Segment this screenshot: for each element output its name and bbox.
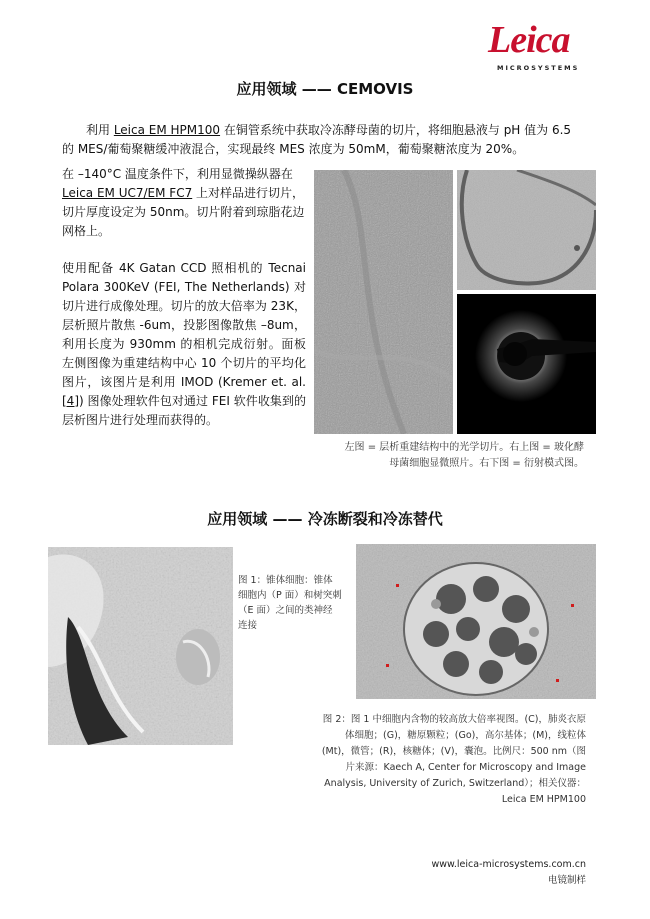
- reference-4-link[interactable]: [4]: [62, 394, 79, 408]
- intro-text-a: 利用: [86, 123, 114, 137]
- vitrified-yeast-micrograph: [457, 170, 596, 290]
- leica-logo: Leica: [488, 19, 570, 61]
- hpm100-link[interactable]: Leica EM HPM100: [113, 123, 221, 137]
- sectioning-text-a: 在 –140°C 温度条件下，利用显微操纵器在: [62, 167, 293, 181]
- cell-inclusion-tem-image: [356, 544, 596, 699]
- fig2-caption: 图 2：图 1 中细胞内含物的较高放大倍率视图。(C)，肺炎衣原体细胞；(G)，糖原颗粒；(Go)，高尔基体；(M)，线粒体 (Mt)，微管；(R)，核糖体；(V)，囊泡。比例尺：500 nm（图片来源：Kaech A, Center for Microscopy and Image Analysis, University of Zurich, Switzerland）；相关仪器：Leica EM HPM100: [321, 714, 586, 805]
- imaging-text-a: 使用配备 4K Gatan CCD 照相机的 Tecnai Polara 300KeV (FEI, The Netherlands) 对切片进行成像处理。切片的放大倍率为 23K，层析照片散焦 -6um，投影图像散焦 –8um，利用长度为 930mm 的相机完成衍射。面板左侧图像为重建结构中心 10 个切片的平均化图片，该图片是利用 IMOD (Kremer et. al.: [62, 261, 306, 389]
- section1-title: 应用领域 —— CEMOVIS: [236, 80, 414, 98]
- imaging-paragraph: [62, 259, 306, 430]
- diffraction-pattern-image: [457, 294, 596, 434]
- uc7-fc7-link[interactable]: Leica EM UC7/EM FC7: [62, 186, 193, 200]
- footer-url[interactable]: www.leica-microsystems.com.cn: [431, 859, 586, 870]
- intro-text-b: 在铜管系统中获取冷冻酵母菌的切片，将细胞悬液与 pH 值为 6.5 的 MES/葡萄聚糖缓冲液混合，实现最终 MES 浓度为 50mM，葡萄聚糖浓度为 20%。: [62, 123, 572, 156]
- fig1-caption: 图 1：锥体细胞：锥体细胞内（P 面）和树突刺（E 面）之间的类神经连接: [238, 575, 342, 631]
- sectioning-text-b: 上对样品进行切片，切片厚度设定为 50nm。切片附着到琼脂花边网格上。: [62, 186, 305, 238]
- intro-paragraph: [62, 121, 584, 159]
- section1-figure-caption: 左图 = 层析重建结构中的光学切片。右上图 = 玻化酵母菌细胞显微照片。右下图 = 衍射模式图。: [344, 442, 584, 469]
- tomogram-slice-image: [314, 170, 453, 434]
- footer-label: 电镜制样: [547, 875, 586, 886]
- section2-title: 应用领域 —— 冷冻断裂和冷冻替代: [207, 510, 443, 528]
- freeze-fracture-image: [48, 547, 233, 745]
- leica-logo-subtitle: MICROSYSTEMS: [497, 64, 580, 72]
- imaging-text-b: ) 图像处理软件包对通过 FEI 软件收集到的层析图片进行处理而获得的。: [62, 394, 306, 427]
- sectioning-paragraph: [62, 165, 306, 241]
